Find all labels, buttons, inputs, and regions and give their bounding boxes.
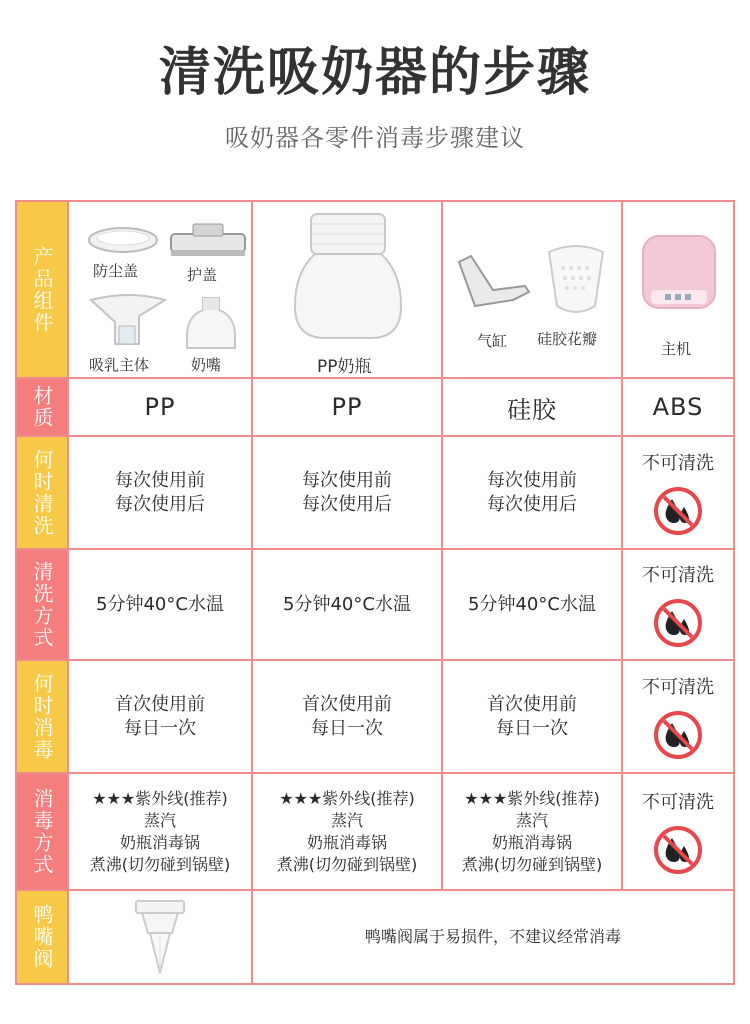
product-cell-motor [623,202,733,377]
label-motor-unit: 主机 [661,340,692,358]
material-value: 硅胶 [507,395,557,424]
disinfect-method-cell: ★★★紫外线(推荐) 蒸汽 奶瓶消毒锅 煮沸(切勿碰到锅壁) [69,774,253,889]
motor-unit-image [639,232,719,312]
when-disinfect-cell: 首次使用前 每日一次 [443,661,623,772]
no-water-icon [652,824,704,876]
duckbill-note: 鸭嘴阀属于易损件，不建议经常消毒 [364,927,621,946]
duckbill-image-cell [69,891,253,983]
row-header-clean-method: 清洗方式 [17,550,69,659]
when-clean-cell: 每次使用前 每次使用后 [253,437,443,548]
row-header-duckbill: 鸭嘴阀 [17,891,69,983]
row-clean-method [17,550,733,661]
row-header-material: 材质 [17,379,69,435]
row-material [17,379,733,437]
when-disinfect-cell: 首次使用前 每日一次 [253,661,443,772]
label-protective-cover: 护盖 [187,266,218,284]
label-breast-shield: 吸乳主体 [89,356,150,374]
protective-cover-image [167,220,249,264]
page-title: 清洗吸奶器的步骤 [158,43,591,103]
cylinder-image [453,252,535,314]
clean-method-value: 5分钟40°C水温 [468,593,596,615]
pp-bottle-image [289,210,407,342]
disinfect-method-cell: ★★★紫外线(推荐) 蒸汽 奶瓶消毒锅 煮沸(切勿碰到锅壁) [443,774,623,889]
when-disinfect-no-cell: 不可清洗 [623,661,733,772]
dust-cover-image [87,224,159,256]
row-when-disinfect [17,661,733,774]
cleaning-table [15,200,735,985]
row-disinfect-method [17,774,733,891]
when-clean-cell: 每次使用前 每次使用后 [69,437,253,548]
row-product [17,202,733,379]
no-water-icon [652,597,704,649]
material-value: ABS [652,393,704,421]
label-dust-cover: 防尘盖 [93,262,139,280]
breast-shield-image [85,286,169,348]
product-cell-bottle [253,202,443,377]
when-clean-no-cell: 不可清洗 [623,437,733,548]
duckbill-valve-image [120,897,200,977]
row-header-disinfect-method: 消毒方式 [17,774,69,889]
clean-method-value: 5分钟40°C水温 [283,593,411,615]
label-cylinder: 气缸 [477,332,508,350]
row-header-product: 产品组件 [17,202,69,377]
row-header-when-disinfect: 何时消毒 [17,661,69,772]
no-water-icon [652,709,704,761]
label-nipple: 奶嘴 [191,356,222,374]
no-water-icon [652,485,704,537]
material-value: PP [331,393,363,421]
disinfect-method-cell: ★★★紫外线(推荐) 蒸汽 奶瓶消毒锅 煮沸(切勿碰到锅壁) [253,774,443,889]
row-header-when-clean: 何时清洗 [17,437,69,548]
label-silicone-petal: 硅胶花瓣 [537,330,598,348]
when-clean-cell: 每次使用前 每次使用后 [443,437,623,548]
page-subtitle: 吸奶器各零件消毒步骤建议 [225,124,525,152]
product-cell-silicone [443,202,623,377]
label-pp-bottle: PP奶瓶 [317,357,372,377]
clean-method-no-cell: 不可清洗 [623,550,733,659]
row-duckbill [17,891,733,983]
clean-method-value: 5分钟40°C水温 [96,593,224,615]
silicone-petal-image [541,242,611,322]
row-when-clean [17,437,733,550]
product-cell-parts [69,202,253,377]
nipple-image [181,294,241,350]
material-value: PP [144,393,176,421]
when-disinfect-cell: 首次使用前 每日一次 [69,661,253,772]
disinfect-method-no-cell: 不可清洗 [623,774,733,889]
